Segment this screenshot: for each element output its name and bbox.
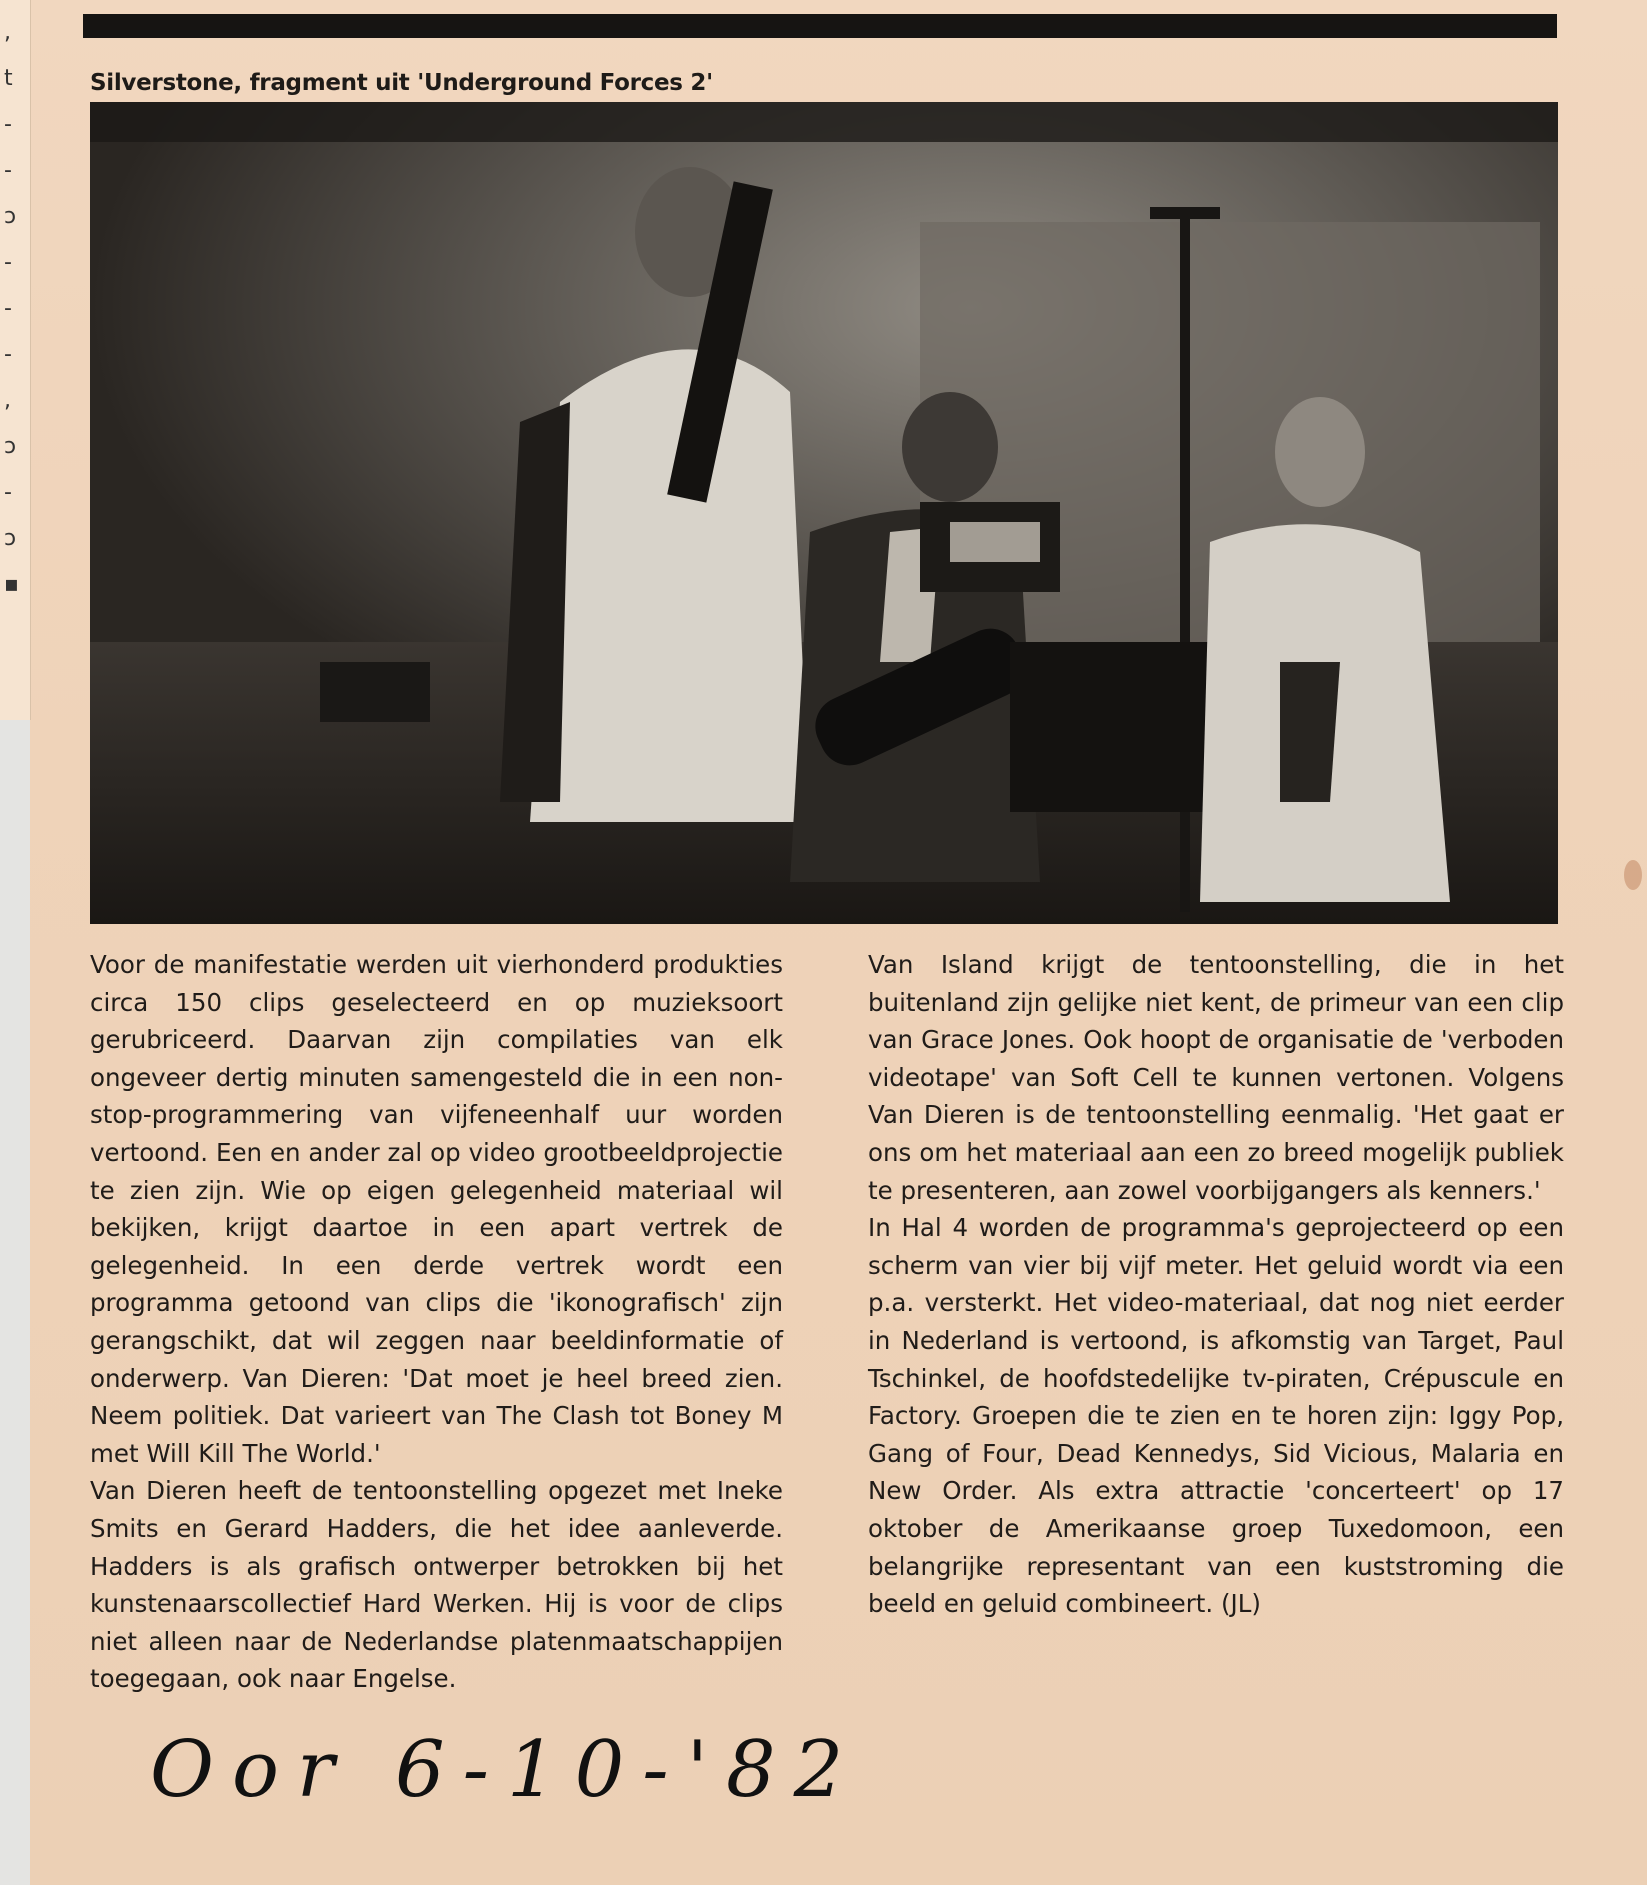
adjacent-clipping-edge — [0, 0, 31, 720]
band-photo-icon — [90, 102, 1558, 924]
article-paragraph: Van Dieren heeft de tentoonstelling opgezet met Ineke Smits en Gerard Hadders, die het idee aanleverde. Hadders is als grafisch ontwerper betrokken bij het kunstenaarscollectief Hard Werken. Hij is voor de clips niet alleen naar de Nederlandse platenmaatschappijen toegegaan, ook naar Engelse. — [90, 1476, 783, 1694]
article-column-right — [868, 946, 1564, 1623]
article-paragraph: Voor de manifestatie werden uit vierhonderd produkties circa 150 clips geselecteerd en op muzieksoort gerubriceerd. Daarvan zijn compilaties van elk ongeveer dertig minuten samengesteld die in een non-stop-programmering van vijfeneenhalf uur worden vertoond. Een en ander zal op video grootbeeldprojectie te zien zijn. Wie op eigen gelegenheid materiaal wil bekijken, krijgt daartoe in een apart vertrek de gelegenheid. In een derde vertrek wordt een programma getoond van clips die 'ikonografisch' zijn gerangschikt, dat wil zeggen naar beeldinformatie of onderwerp. Van Dieren: 'Dat moet je heel breed zien. Neem politiek. Dat varieert van The Clash tot Boney M met Will Kill The World.' — [90, 950, 783, 1468]
article-paragraph: In Hal 4 worden de programma's geprojecteerd op een scherm van vier bij vijf meter. Het geluid wordt via een p.a. versterkt. Het video-materiaal, dat nog niet eerder in Nederland is vertoond, is afkomstig van Target, Paul Tschinkel, de hoofdstedelijke tv-piraten, Crépuscule en Factory. Groepen die te zien en te horen zijn: Iggy Pop, Gang of Four, Dead Kennedys, Sid Vicious, Malaria en New Order. Als extra attractie 'concerteert' op 17 oktober de Amerikaanse groep Tuxedomoon, een belangrijke representant van een kuststroming die beeld en geluid combineert. (JL) — [868, 1213, 1564, 1619]
article-column-left — [90, 946, 783, 1698]
edge-marks: , t - - ɔ - - - , ɔ - ɔ ▪ — [4, 20, 19, 597]
top-rule — [83, 14, 1557, 38]
handwritten-date-note: Oor 6-10-'82 — [150, 1725, 862, 1815]
scan-background — [0, 720, 30, 1885]
paper-stain — [1624, 860, 1642, 890]
article-paragraph: Van Island krijgt de tentoonstelling, die in het buitenland zijn gelijke niet kent, de primeur van een clip van Grace Jones. Ook hoopt de organisatie de 'verboden videotape' van Soft Cell te kunnen vertonen. Volgens Van Dieren is de tentoonstelling eenmalig. 'Het gaat er ons om het materiaal aan een zo breed mogelijk publiek te presenteren, aan zowel voorbijgangers als kenners.' — [868, 950, 1564, 1205]
photo-caption: Silverstone, fragment uit 'Underground Forces 2' — [90, 70, 713, 96]
band-photo — [90, 102, 1558, 924]
